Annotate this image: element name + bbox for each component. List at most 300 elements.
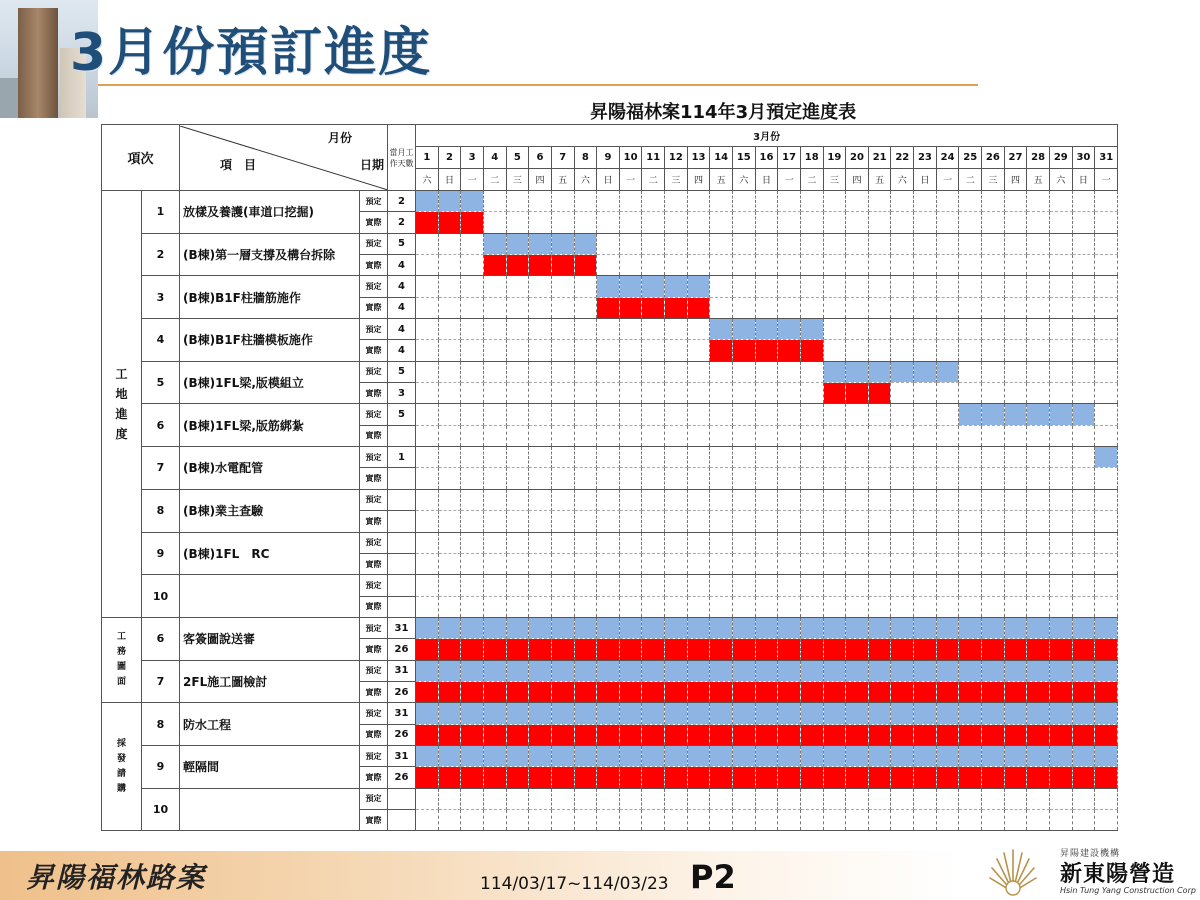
day-cell [1027, 361, 1050, 382]
planned-bar-cell [551, 660, 574, 681]
planned-bar-cell [846, 703, 869, 724]
day-cell [619, 489, 642, 510]
actual-bar-cell [438, 681, 461, 702]
day-cell [710, 191, 733, 212]
actual-bar-cell [506, 681, 529, 702]
day-cell [461, 297, 484, 318]
day-cell [1072, 340, 1095, 361]
actual-bar-cell [823, 639, 846, 660]
planned-bar-cell [597, 617, 620, 638]
day-cell [846, 511, 869, 532]
day-cell [1027, 532, 1050, 553]
actual-bar-cell [1049, 724, 1072, 745]
day-cell [642, 255, 665, 276]
planned-bar-cell [506, 617, 529, 638]
day-cell [529, 297, 552, 318]
brand-english-name: Hsin Tung Yang Construction Corp [1060, 886, 1196, 895]
day-cell [416, 596, 439, 617]
day-cell [506, 361, 529, 382]
planned-bar-cell [506, 745, 529, 766]
day-number: 9 [597, 147, 620, 169]
day-cell [1049, 383, 1072, 404]
day-cell [823, 596, 846, 617]
actual-bar-cell [1004, 681, 1027, 702]
day-cell [461, 809, 484, 830]
actual-bar-cell [687, 767, 710, 788]
planned-bar-cell [597, 276, 620, 297]
planned-bar-cell [1072, 745, 1095, 766]
day-cell [732, 553, 755, 574]
actual-days [388, 511, 416, 532]
task-name: (B棟)水電配管 [180, 447, 360, 490]
day-cell [959, 511, 982, 532]
planned-bar-cell [574, 233, 597, 254]
day-cell [438, 361, 461, 382]
month-header: 3月份 [416, 125, 1118, 147]
actual-bar-cell [982, 767, 1005, 788]
day-number: 16 [755, 147, 778, 169]
day-cell [936, 788, 959, 809]
planned-bar-cell [1027, 745, 1050, 766]
planned-bar-cell [483, 703, 506, 724]
day-cell [823, 809, 846, 830]
planned-bar-cell [687, 703, 710, 724]
day-cell [846, 596, 869, 617]
page-title: 3月份預訂進度 [70, 23, 433, 83]
actual-label: 實際 [360, 767, 388, 788]
day-cell [461, 596, 484, 617]
day-cell [982, 255, 1005, 276]
day-cell [438, 809, 461, 830]
actual-days: 3 [388, 383, 416, 404]
day-cell [1049, 319, 1072, 340]
day-cell [574, 276, 597, 297]
actual-bar-cell [1027, 767, 1050, 788]
item-no-header: 項次 [102, 125, 180, 191]
day-cell [1027, 425, 1050, 446]
task-row-planned [102, 660, 1118, 681]
day-cell [1095, 255, 1118, 276]
actual-bar-cell [1072, 724, 1095, 745]
day-cell [732, 532, 755, 553]
day-cell [438, 596, 461, 617]
planned-bar-cell [710, 703, 733, 724]
planned-bar-cell [597, 660, 620, 681]
day-number: 11 [642, 147, 665, 169]
day-cell [1049, 297, 1072, 318]
actual-label: 實際 [360, 297, 388, 318]
planned-bar-cell [823, 361, 846, 382]
day-cell [619, 233, 642, 254]
day-cell [1049, 447, 1072, 468]
day-cell [732, 383, 755, 404]
actual-bar-cell [982, 681, 1005, 702]
planned-days: 4 [388, 319, 416, 340]
day-cell [551, 809, 574, 830]
day-cell [959, 489, 982, 510]
day-cell [483, 596, 506, 617]
day-cell [1004, 489, 1027, 510]
day-cell [1072, 447, 1095, 468]
actual-label: 實際 [360, 212, 388, 233]
day-cell [1049, 255, 1072, 276]
planned-days: 31 [388, 660, 416, 681]
day-cell [642, 404, 665, 425]
day-number: 5 [506, 147, 529, 169]
day-cell [438, 276, 461, 297]
planned-bar-cell [529, 660, 552, 681]
day-cell [529, 532, 552, 553]
planned-bar-cell [461, 191, 484, 212]
planned-bar-cell [1004, 660, 1027, 681]
day-number: 12 [665, 147, 688, 169]
planned-bar-cell [1095, 447, 1118, 468]
day-cell [846, 468, 869, 489]
day-number: 10 [619, 147, 642, 169]
planned-bar-cell [529, 745, 552, 766]
day-cell [574, 447, 597, 468]
day-cell [710, 212, 733, 233]
day-cell [483, 361, 506, 382]
actual-bar-cell [529, 724, 552, 745]
day-cell [551, 596, 574, 617]
actual-bar-cell [483, 255, 506, 276]
planned-bar-cell [642, 660, 665, 681]
day-cell [574, 468, 597, 489]
day-cell [959, 255, 982, 276]
day-cell [891, 447, 914, 468]
day-cell [959, 575, 982, 596]
day-cell [846, 276, 869, 297]
planned-days: 1 [388, 447, 416, 468]
day-cell [416, 319, 439, 340]
day-cell [914, 596, 937, 617]
planned-label: 預定 [360, 532, 388, 553]
day-cell [483, 447, 506, 468]
day-cell [846, 319, 869, 340]
day-cell [416, 276, 439, 297]
day-cell [438, 489, 461, 510]
day-cell [1049, 340, 1072, 361]
day-cell [755, 596, 778, 617]
day-cell [619, 361, 642, 382]
planned-bar-cell [416, 191, 439, 212]
day-cell [800, 297, 823, 318]
planned-bar-cell [1072, 617, 1095, 638]
day-cell [1027, 340, 1050, 361]
day-cell [936, 553, 959, 574]
day-cell [823, 233, 846, 254]
day-cell [959, 596, 982, 617]
day-cell [710, 511, 733, 532]
planned-bar-cell [778, 617, 801, 638]
day-cell [868, 319, 891, 340]
day-cell [438, 255, 461, 276]
task-row-planned [102, 703, 1118, 724]
task-row-planned [102, 447, 1118, 468]
day-cell [800, 788, 823, 809]
day-cell [506, 383, 529, 404]
planned-days: 4 [388, 276, 416, 297]
day-cell [619, 575, 642, 596]
planned-bar-cell [665, 617, 688, 638]
actual-days: 4 [388, 255, 416, 276]
day-cell [529, 468, 552, 489]
day-cell [529, 383, 552, 404]
actual-label: 實際 [360, 809, 388, 830]
planned-bar-cell [551, 617, 574, 638]
planned-bar-cell [846, 745, 869, 766]
day-cell [506, 297, 529, 318]
task-number: 3 [142, 276, 180, 319]
actual-bar-cell [755, 340, 778, 361]
day-cell [529, 319, 552, 340]
day-cell [732, 511, 755, 532]
planned-bar-cell [846, 361, 869, 382]
planned-bar-cell [868, 745, 891, 766]
day-cell [574, 212, 597, 233]
day-cell [483, 340, 506, 361]
planned-bar-cell [416, 617, 439, 638]
planned-label: 預定 [360, 660, 388, 681]
day-cell [936, 596, 959, 617]
planned-bar-cell [778, 660, 801, 681]
planned-bar-cell [1049, 660, 1072, 681]
day-cell [506, 212, 529, 233]
planned-bar-cell [914, 361, 937, 382]
actual-bar-cell [1049, 767, 1072, 788]
day-cell [823, 447, 846, 468]
planned-days [388, 788, 416, 809]
day-cell [800, 255, 823, 276]
day-cell [800, 361, 823, 382]
day-cell [574, 361, 597, 382]
planned-bar-cell [936, 703, 959, 724]
day-cell [483, 212, 506, 233]
day-cell [461, 532, 484, 553]
day-cell [551, 340, 574, 361]
actual-bar-cell [755, 724, 778, 745]
day-cell [755, 255, 778, 276]
day-cell [1027, 596, 1050, 617]
planned-bar-cell [1004, 745, 1027, 766]
planned-bar-cell [416, 660, 439, 681]
day-cell [732, 425, 755, 446]
footer-date-range: 114/03/17~114/03/23 [480, 874, 669, 894]
day-cell [914, 404, 937, 425]
planned-days: 31 [388, 745, 416, 766]
planned-bar-cell [936, 617, 959, 638]
actual-days: 4 [388, 340, 416, 361]
day-cell [687, 788, 710, 809]
day-cell [1027, 233, 1050, 254]
day-cell [959, 361, 982, 382]
day-cell [959, 553, 982, 574]
planned-bar-cell [1027, 660, 1050, 681]
planned-bar-cell [642, 617, 665, 638]
day-cell [778, 361, 801, 382]
planned-bar-cell [868, 660, 891, 681]
day-cell [846, 212, 869, 233]
actual-bar-cell [483, 681, 506, 702]
day-cell [732, 255, 755, 276]
day-cell [1095, 489, 1118, 510]
day-cell [461, 468, 484, 489]
day-cell [687, 319, 710, 340]
day-cell [868, 255, 891, 276]
day-cell [778, 425, 801, 446]
day-cell [936, 447, 959, 468]
planned-bar-cell [551, 233, 574, 254]
actual-days [388, 809, 416, 830]
actual-bar-cell [461, 681, 484, 702]
actual-bar-cell [732, 681, 755, 702]
day-cell [642, 553, 665, 574]
planned-bar-cell [619, 617, 642, 638]
day-cell [597, 489, 620, 510]
day-cell [1027, 255, 1050, 276]
planned-bar-cell [438, 617, 461, 638]
day-cell [914, 425, 937, 446]
day-cell [778, 809, 801, 830]
day-cell [619, 809, 642, 830]
planned-bar-cell [936, 361, 959, 382]
day-cell [982, 340, 1005, 361]
day-cell [778, 489, 801, 510]
day-cell [710, 361, 733, 382]
day-cell [597, 532, 620, 553]
day-cell [891, 511, 914, 532]
day-cell [1027, 297, 1050, 318]
actual-bar-cell [665, 767, 688, 788]
planned-days: 5 [388, 361, 416, 382]
day-cell [529, 511, 552, 532]
actual-bar-cell [416, 767, 439, 788]
day-cell [710, 447, 733, 468]
day-number: 29 [1049, 147, 1072, 169]
task-row-planned [102, 191, 1118, 212]
actual-bar-cell [529, 681, 552, 702]
day-cell [846, 404, 869, 425]
day-cell [959, 788, 982, 809]
weekday-label: 一 [936, 169, 959, 191]
actual-days [388, 596, 416, 617]
day-cell [597, 191, 620, 212]
day-cell [868, 404, 891, 425]
actual-bar-cell [936, 681, 959, 702]
actual-bar-cell [438, 724, 461, 745]
day-cell [778, 447, 801, 468]
weekday-label: 日 [1072, 169, 1095, 191]
day-cell [732, 447, 755, 468]
planned-bar-cell [461, 703, 484, 724]
day-cell [778, 233, 801, 254]
actual-bar-cell [529, 255, 552, 276]
day-cell [1049, 191, 1072, 212]
actual-bar-cell [529, 767, 552, 788]
day-cell [483, 553, 506, 574]
day-cell [800, 532, 823, 553]
group-label-text: 採發請購 [116, 738, 126, 794]
day-number: 28 [1027, 147, 1050, 169]
day-cell [891, 425, 914, 446]
day-cell [642, 212, 665, 233]
day-cell [823, 319, 846, 340]
day-cell [529, 489, 552, 510]
planned-bar-cell [416, 745, 439, 766]
day-cell [1004, 788, 1027, 809]
actual-bar-cell [982, 639, 1005, 660]
planned-bar-cell [868, 703, 891, 724]
actual-bar-cell [891, 724, 914, 745]
day-cell [755, 788, 778, 809]
day-cell [483, 319, 506, 340]
planned-bar-cell [619, 745, 642, 766]
task-number: 7 [142, 660, 180, 703]
day-cell [823, 553, 846, 574]
day-cell [868, 297, 891, 318]
day-cell [914, 575, 937, 596]
day-cell [868, 212, 891, 233]
actual-bar-cell [506, 767, 529, 788]
weekday-label: 四 [1004, 169, 1027, 191]
day-cell [732, 191, 755, 212]
day-cell [642, 425, 665, 446]
day-cell [755, 489, 778, 510]
day-cell [1072, 511, 1095, 532]
day-cell [778, 788, 801, 809]
planned-bar-cell [438, 191, 461, 212]
task-name: 客簽圖說送審 [180, 617, 360, 660]
planned-label: 預定 [360, 447, 388, 468]
day-cell [483, 575, 506, 596]
day-number: 19 [823, 147, 846, 169]
day-cell [483, 297, 506, 318]
brand-name: 新東陽營造 [1060, 861, 1176, 887]
planned-bar-cell [642, 745, 665, 766]
actual-bar-cell [619, 767, 642, 788]
day-cell [959, 809, 982, 830]
day-cell [687, 489, 710, 510]
day-cell [710, 383, 733, 404]
day-cell [483, 511, 506, 532]
task-name: (B棟)業主查驗 [180, 489, 360, 532]
task-name: (B棟)1FL梁,版筋綁紮 [180, 404, 360, 447]
task-name: (B棟)1FL RC [180, 532, 360, 575]
actual-days: 26 [388, 681, 416, 702]
actual-bar-cell [1072, 767, 1095, 788]
day-cell [619, 255, 642, 276]
actual-days: 4 [388, 297, 416, 318]
day-cell [868, 425, 891, 446]
day-cell [1027, 276, 1050, 297]
planned-days: 5 [388, 233, 416, 254]
day-cell [461, 276, 484, 297]
day-cell [800, 468, 823, 489]
day-cell [959, 425, 982, 446]
day-cell [483, 468, 506, 489]
day-cell [959, 532, 982, 553]
day-cell [687, 340, 710, 361]
day-cell [1004, 233, 1027, 254]
planned-bar-cell [574, 703, 597, 724]
planned-bar-cell [732, 617, 755, 638]
day-cell [778, 596, 801, 617]
day-cell [846, 447, 869, 468]
day-cell [416, 404, 439, 425]
planned-label: 預定 [360, 703, 388, 724]
day-cell [800, 489, 823, 510]
